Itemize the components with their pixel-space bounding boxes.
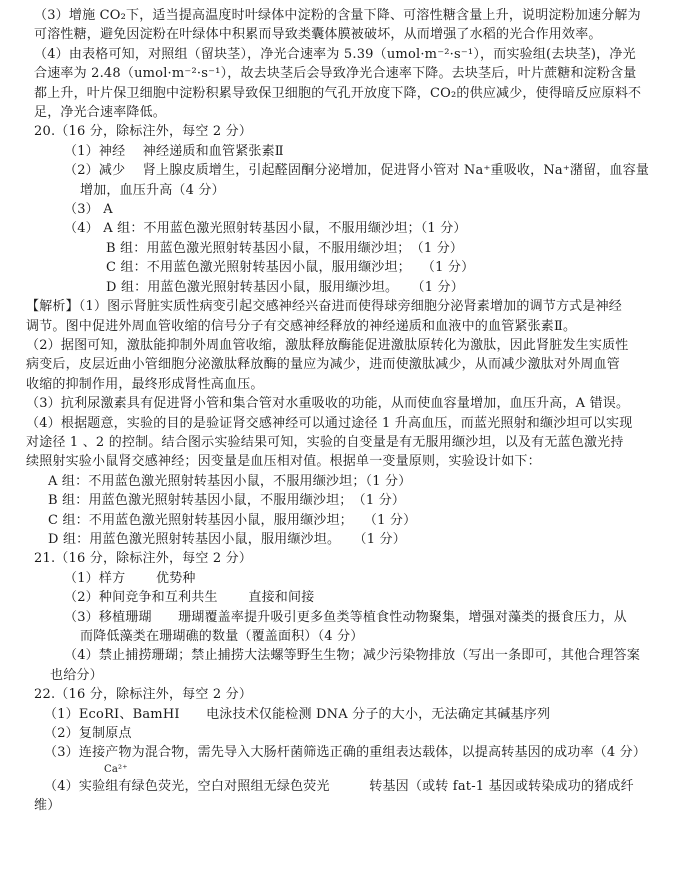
- text-line: 可溶性糖，避免因淀粉在叶绿体中积累而导致类囊体膜被破坏，从而增强了水稻的光合作用效率。: [34, 27, 602, 43]
- text-line: （2）据图可知，激肽能抑制外周血管收缩，激肽释放酶能促进激肽原转化为激肽，因此肾脏发生实质性: [26, 337, 629, 353]
- text-line: Ca²⁺: [104, 763, 128, 775]
- text-line: 对途径 1 、2 的控制。结合图示实验结果可知，实验的自变量是有无服用缬沙坦，以及有无蓝色激光持: [26, 434, 624, 450]
- text-line: （2）减少 肾上腺皮质增生，引起醛固酮分泌增加，促进肾小管对 Na⁺重吸收，Na⁺潴留，血容量: [64, 163, 650, 179]
- text-line: 20.（16 分，除标注外，每空 2 分）: [34, 124, 253, 140]
- text-line: 收缩的抑制作用，最终形成肾性高血压。: [26, 376, 264, 392]
- text-line: （4）根据题意，实验的目的是验证肾交感神经可以通过途径 1 升高血压，而蓝光照射和缬沙坦可以实现: [26, 415, 633, 431]
- text-line: 22.（16 分，除标注外，每空 2 分）: [34, 687, 253, 703]
- text-line: （3）抗利尿激素具有促进肾小管和集合管对水重吸收的功能，从而使血容量增加，血压升高，A 错误。: [26, 396, 630, 412]
- text-line: （3）连接产物为混合物，需先导入大肠杆菌筛选正确的重组表达载体，以提高转基因的成功率（4 分）: [44, 745, 647, 761]
- text-line: （3）增施 CO₂下，适当提高温度时叶绿体中淀粉的含量下降、可溶性糖含量上升，说明淀粉加速分解为: [34, 8, 641, 23]
- text-line: （4）禁止捕捞珊瑚；禁止捕捞大法螺等野生生物；减少污染物排放（写出一条即可，其他合理答案: [64, 648, 641, 664]
- text-line: 续照射实验小鼠肾交感神经；因变量是血压相对值。根据单一变量原则，实验设计如下：: [26, 454, 541, 470]
- text-line: A 组：不用蓝色激光照射转基因小鼠，不服用缬沙坦；（1 分）: [48, 473, 412, 489]
- text-line: （2）种间竞争和互利共生 直接和间接: [64, 590, 315, 606]
- text-line: （2）复制原点: [44, 726, 132, 742]
- text-line: （3） A: [64, 202, 113, 218]
- text-line: 维）: [34, 798, 61, 814]
- text-line: 也给分）: [50, 667, 103, 683]
- text-line: 病变后，皮层近曲小管细胞分泌激肽释放酶的量应为减少，进而使激肽减少，从而减少激肽对外周血管: [26, 357, 621, 373]
- text-line: B 组：用蓝色激光照射转基因小鼠，不服用缬沙坦； （1 分）: [48, 493, 406, 509]
- text-line: （3）移植珊瑚 珊瑚覆盖率提升吸引更多鱼类等植食性动物聚集，增强对藻类的摄食压力，从: [64, 609, 627, 625]
- text-line: （4）实验组有绿色荧光，空白对照组无绿色荧光 转基因（或转 fat-1 基因或转染成功的猪成纤: [44, 778, 634, 794]
- text-line: 合速率为 2.48（umol·m⁻²·s⁻¹），故去块茎后会导致净光合速率下降。去块茎后，叶片蔗糖和淀粉含量: [34, 66, 637, 82]
- text-line: （1）神经 神经递质和血管紧张素Ⅱ: [64, 143, 284, 159]
- text-line: 而降低藻类在珊瑚礁的数量（覆盖面积）（4 分）: [80, 629, 364, 644]
- text-line: （4）由表格可知，对照组（留块茎），净光合速率为 5.39（umol·m⁻²·s⁻¹），而实验组(去块茎)，净光: [34, 46, 636, 62]
- text-line: 【解析】（1）图示肾脏实质性病变引起交感神经兴奋进而使得球旁细胞分泌肾素增加的调节方式是神经: [26, 299, 622, 315]
- text-line: （1）样方 优势种: [64, 570, 196, 586]
- text-line: 都上升，叶片保卫细胞中淀粉积累导致保卫细胞的气孔开放度下降，CO₂的供应减少，使得暗反应原料不: [34, 85, 642, 101]
- text-line: C 组：不用蓝色激光照射转基因小鼠，服用缬沙坦； （1 分）: [106, 260, 475, 276]
- text-line: 足，净光合速率降低。: [34, 105, 167, 121]
- text-line: （1）EcoRⅠ、BamHⅠ 电泳技术仅能检测 DNA 分子的大小，无法确定其碱基序列: [44, 706, 551, 722]
- text-line: D 组：用蓝色激光照射转基因小鼠，服用缬沙坦。 （1 分）: [48, 531, 406, 547]
- text-line: D 组：用蓝色激光照射转基因小鼠，服用缬沙坦。 （1 分）: [106, 279, 464, 295]
- text-line: 调节。图中促进外周血管收缩的信号分子有交感神经释放的神经递质和血液中的血管紧张素Ⅱ。: [26, 318, 577, 334]
- text-line: （4） A 组：不用蓝色激光照射转基因小鼠，不服用缬沙坦；（1 分）: [64, 221, 467, 237]
- text-line: 增加，血压升高（4 分）: [80, 182, 225, 198]
- text-line: 21.（16 分，除标注外，每空 2 分）: [34, 551, 253, 567]
- text-line: C 组：不用蓝色激光照射转基因小鼠，服用缬沙坦； （1 分）: [48, 512, 417, 528]
- text-line: B 组：用蓝色激光照射转基因小鼠，不服用缬沙坦； （1 分）: [106, 240, 464, 256]
